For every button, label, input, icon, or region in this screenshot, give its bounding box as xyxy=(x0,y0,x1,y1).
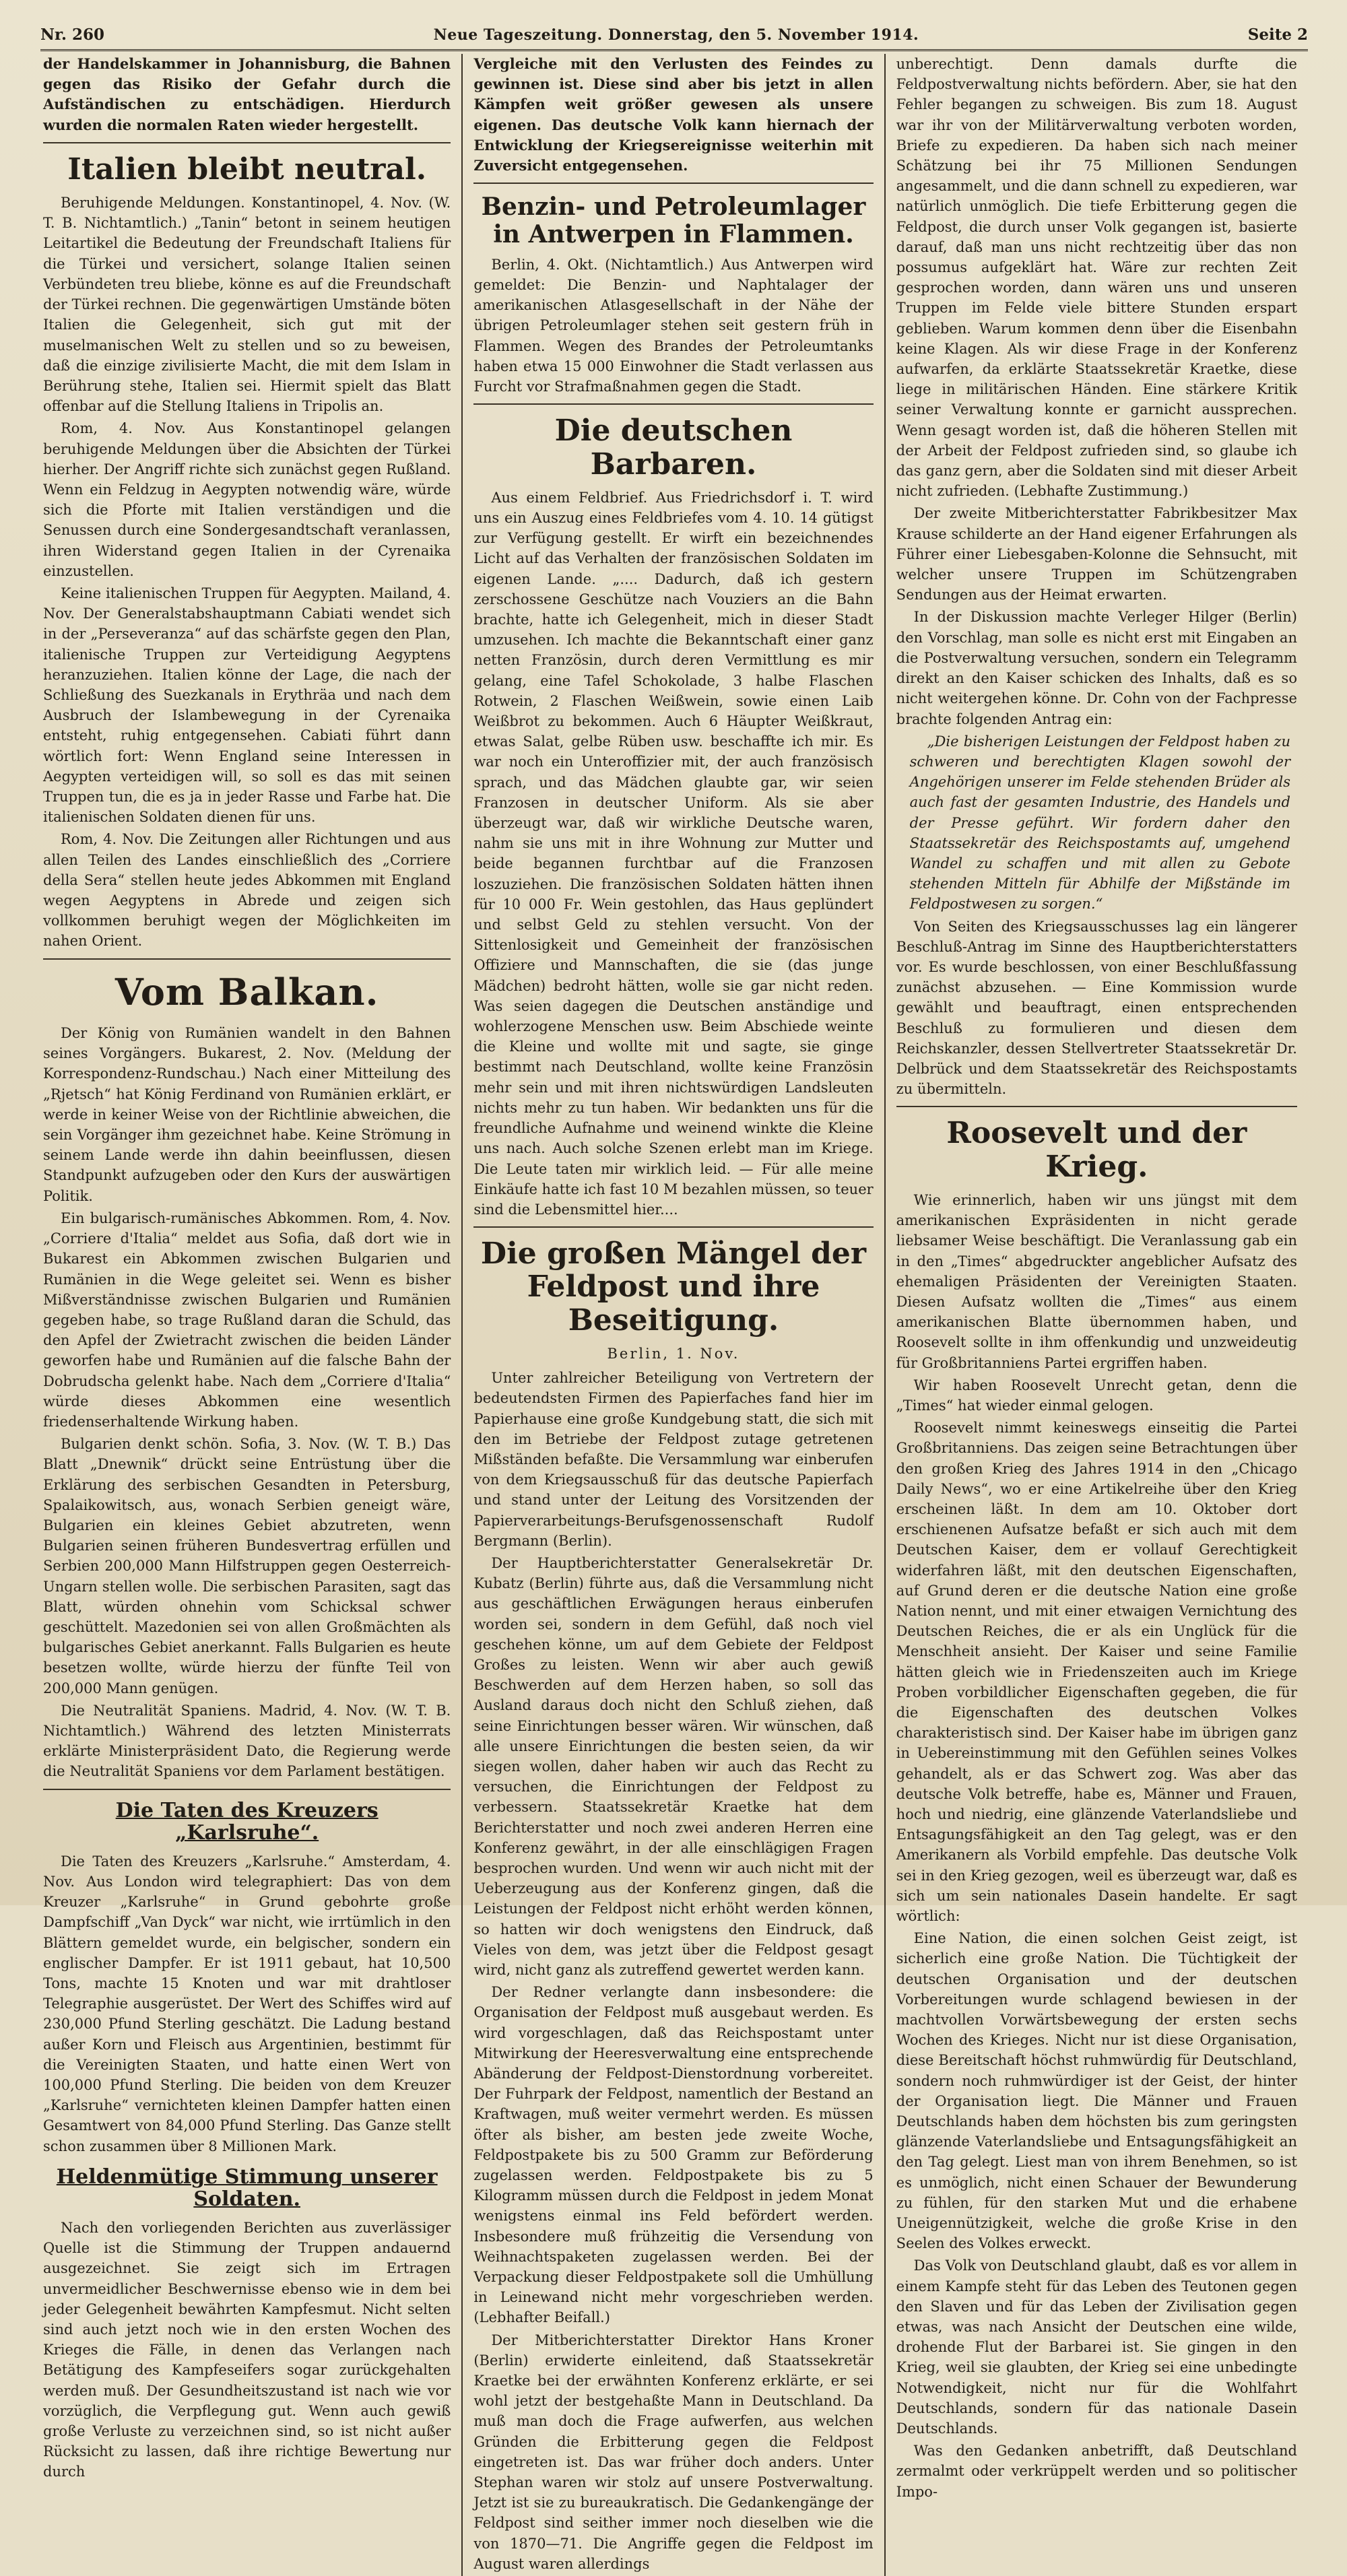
columns xyxy=(40,54,1308,2572)
headline-roosevelt: Roosevelt und der Krieg. xyxy=(946,1116,1247,1184)
headline-feldpost: Die großen Mängel der Feldpost und ihre Beseitigung. xyxy=(480,1236,867,1337)
divider xyxy=(43,1789,451,1790)
divider xyxy=(473,1226,873,1228)
paragraph: In der Diskussion machte Verleger Hilger (Berlin) den Vorschlag, man solle es nicht erst mit Eingaben an die Postverwaltung versuchen, sondern ein Telegramm direkt an den Kaiser schicken des Inhalts, daß es so nicht weitergehen könne. Dr. Cohn von der Fachpresse brachte folgenden Antrag ein: xyxy=(896,609,1297,727)
paragraph: Der zweite Mitberichterstatter Fabrikbesitzer Max Krause schilderte an der Hand eigener Erfahrungen als Führer einer Liebesgaben-Kolonne die Sehnsucht, mit welcher unsere Truppen im Schützengraben Sendungen aus der Heimat erwarten. xyxy=(896,505,1297,603)
paragraph: Der Redner verlangte dann insbesondere: die Organisation der Feldpost muß ausgebaut werden. Es wird vorgeschlagen, daß das Reichspostamt unter Mitwirkung der Heeresverwaltung eine entsprechende Abänderung der Feldpost-Dienstordnung vorbereitet. Der Fuhrpark der Feldpost, namentlich der Bestand an Kraftwagen, muß weiter vermehrt werden. Es müssen öfter als bisher, am besten jede zweite Woche, Feldpostpakete bis zu 500 Gramm zur Beförderung zugelassen werden. Feldpostpakete bis zu 5 Kilogramm müssen durch die Feldpost in jedem Monat wenigstens einmal ins Feld befördert werden. Insbesondere muß frühzeitig die Versendung von Weihnachtspaketen zugelassen werden. Bei der Verpackung dieser Feldpostpakete soll die Umhüllung in Leinewand nicht mehr vorgeschrieben werden. (Lebhafter Beifall.) xyxy=(473,1984,874,2326)
masthead xyxy=(40,26,1308,51)
paragraph: Unter zahlreicher Beteiligung von Vertretern der bedeutendsten Firmen des Papierfaches fand hier im Papierhause eine große Kundgebung statt, die sich mit den im Betriebe der Feldpost zutage getretenen Mißständen befaßte. Die Versammlung war einberufen von dem Kriegsausschuß für das deutsche Papierfach und stand unter der Leitung des Vorsitzenden der Papierverarbeitungs-Berufsgenossenschaft Rudolf Bergmann (Berlin). xyxy=(473,1370,874,1549)
divider xyxy=(473,183,873,184)
paragraph: Eine Nation, die einen solchen Geist zeigt, ist sicherlich eine große Nation. Die Tüchtigkeit der deutschen Organisation und der deutschen Vorbereitungen wurde schlagend bewiesen in der machtvollen Vorwärtsbewegung der ersten sechs Wochen des Krieges. Nicht nur ist diese Organisation, diese Bereitschaft höchst ruhmwürdig für Deutschland, sondern noch ruhmwürdiger ist der Geist, der hinter der Organisation liegt. Die Männer und Frauen Deutschlands haben dem höchsten bis zum geringsten glänzende Vaterlandsliebe und Entsagungsfähigkeit an den Tag gelegt. Liest man von ihrem Benehmen, so ist es unmöglich, nicht einen Schauer der Bewunderung zu fühlen, für den starken Mut und die erhabene Uneigennützigkeit, welche die große Krise in den Seelen des Volkes erweckt. xyxy=(896,1930,1297,2252)
paragraph: Von Seiten des Kriegsausschusses lag ein längerer Beschluß-Antrag im Sinne des Hauptberichterstatters vor. Es wurde beschlossen, von einer Beschlußfassung zunächst abzusehen. — Eine Kommission wurde gewählt und beauftragt, einen entsprechenden Beschluß zu formulieren und diesen dem Reichskanzler, dessen Stellvertreter Staatssekretär Dr. Delbrück und dem Staatssekretär des Reichspostamts zu übermitteln. xyxy=(896,918,1297,1098)
paragraph: Ein bulgarisch-rumänisches Abkommen. Rom, 4. Nov. „Corriere d'Italia“ meldet aus Sofia, daß dort wie in Bukarest ein Abkommen zwischen Bulgarien und Rumänien in die Wege geleitet sei. Wenn es bisher Mißverständnisse zwischen Bulgarien und Rumänien gegeben habe, so trage Rußland daran die Schuld, das den Apfel der Zwietracht zwischen die beiden Länder geworfen habe und Rumänien auf die falsche Bahn der Dobrudscha gelenkt habe. Nach dem „Corriere d'Italia“ würde dieses Abkommen eine wesentlich friedenserhaltende Wirkung haben. xyxy=(43,1210,451,1430)
headline-kreuzer: Die Taten des Kreuzers „Karlsruhe“. xyxy=(115,1798,379,1845)
paragraph: Die Taten des Kreuzers „Karlsruhe.“ Amsterdam, 4. Nov. Aus London wird telegraphiert: Das von dem Kreuzer „Karlsruhe“ in Grund gebohrte große Dampfschiff „Van Dyck“ war nicht, wie irrtümlich in den Blättern gemeldet wurde, ein belgischer, sondern ein englischer Dampfer. Er ist 1911 gebaut, hat 10,500 Tons, machte 15 Knoten und war mit drahtloser Telegraphie ausgerüstet. Der Wert des Schiffes wird auf 230,000 Pfund Sterling geschätzt. Die Ladung bestand außer Korn und Fleisch aus Argentinien, bestimmt für die Vereinigten Staaten, und hatte einen Wert von 100,000 Pfund Sterling. Die beiden von dem Kreuzer „Karlsruhe“ vernichteten kleinen Dampfer hatten einen Gesamtwert von 84,000 Pfund Sterling. Das Ganze stellt schon zusammen über 8 Millionen Mark. xyxy=(43,1853,451,2154)
paragraph: Berlin, 4. Okt. (Nichtamtlich.) Aus Antwerpen wird gemeldet: Die Benzin- und Naphtalager der amerikanischen Atlasgesellschaft in der Nähe der übrigen Petroleumlager stehen seit gestern früh in Flammen. Wegen des Brandes der Petroleumtanks haben etwa 15 000 Einwohner die Stadt verlassen aus Furcht vor Strafmaßnahmen gegen die Stadt. xyxy=(473,256,874,395)
divider xyxy=(43,142,451,143)
continued-text: Vergleiche mit den Verlusten des Feindes zu gewinnen ist. Diese sind aber bis jetzt in allen Kämpfen weit größer gewesen als unsere eigenen. Das deutsche Volk kann hiernach der Entwicklung der Kriegsereignisse weiterhin mit Zuversicht entgegensehen. xyxy=(473,55,874,174)
page-number: Seite 2 xyxy=(1247,26,1308,44)
headline-balkan: Vom Balkan. xyxy=(114,970,379,1014)
divider xyxy=(896,1106,1297,1107)
paragraph: Keine italienischen Truppen für Aegypten. Mailand, 4. Nov. Der Generalstabshauptmann Cabiati wendet sich in der „Perseveranza“ auf das schärfste gegen den Plan, italienische Truppen zur Verteidigung Aegyptens heranzuziehen. Italien könne der Lage, die nach der Schließung des Suezkanals in Erythräa und nach dem Ausbruch der Islambewegung in der Cyrenaika entsteht, ruhig entgegensehen. Cabiati führt dann wörtlich fort: Wenn England seine Interessen in Aegypten verteidigen will, so soll es das mit seinen Truppen tun, die es ja in jeder Rasse und Farbe hat. Die italienischen Soldaten dienen für uns. xyxy=(43,585,451,826)
paragraph: Wir haben Roosevelt Unrecht getan, denn die „Times“ hat wieder einmal gelogen. xyxy=(896,1377,1297,1414)
paragraph: Aus einem Feldbrief. Aus Friedrichsdorf i. T. wird uns ein Auszug eines Feldbriefes vom 4. 10. 14 gütigst zur Verfügung gestellt. Er wirft ein bezeichnendes Licht auf das Verhalten der französischen Soldaten im eigenen Lande. „.... Dadurch, daß ich gestern zerschossene Geschütze nach Vouziers an die Bahn brachte, hatte ich Gelegenheit, mich in dieser Stadt umzusehen. Ich machte die Bekanntschaft einer ganz netten Französin, durch deren Vermittlung es mir gelang, eine Tafel Schokolade, 3 halbe Flaschen Rotwein, 2 Flaschen Weißwein, sowie einen Laib Weißbrot zu bekommen. Auch 6 Häupter Weißkraut, etwas Salat, gelbe Rüben usw. beschaffte ich mir. Es war noch ein Unteroffizier mit, der auch französisch sprach, und das Mädchen glaubte gar, wir seien Franzosen in deutscher Uniform. Als sie aber überzeugt war, daß wir wirkliche Deutsche waren, nahm sie uns mit in ihre Wohnung zur Mutter und beide begannen furchtbar auf die Franzosen loszuziehen. Die französischen Soldaten hätten ihnen für 10 000 Fr. Wein gestohlen, das Haus geplündert und selbst Geld zu stehlen versucht. Von der Sittenlosigkeit und Gemeinheit der französischen Offiziere und Mannschaften, die sie (das junge Mädchen) bedroht hätten, wolle sie gar nicht reden. Was seien dagegen die Deutschen anständige und wohlerzogene Menschen usw. Beim Abschiede weinte die Kleine und wollte mit und sagte, sie ginge bestimmt nach Deutschland, wollte keine Französin mehr sein und mit ihren nichtswürdigen Landsleuten nichts mehr zu tun haben. Wir bedankten uns für die freundliche Aufnahme und weinend winkte die Kleine uns nach. Auch solche Szenen erlebt man im Kriege. Die Leute taten mir wirklich leid. — Für alle meine Einkäufe hatte ich fast 10 M bezahlen müssen, so teuer sind die Lebensmittel hier.... xyxy=(473,489,874,1218)
paragraph: Die Neutralität Spaniens. Madrid, 4. Nov. (W. T. B. Nichtamtlich.) Während des letzten Ministerrats erklärte Ministerpräsident Dato, die Regierung werde die Neutralität Spaniens vor dem Parlament bestätigen. xyxy=(43,1702,451,1780)
headline-barbaren: Die deutschen Barbaren. xyxy=(554,414,793,482)
column-2 xyxy=(463,54,885,2576)
column-1 xyxy=(40,54,463,2576)
paragraph: Das Volk von Deutschland glaubt, daß es vor allem in einem Kampfe steht für das Leben des Teutonen gegen den Slaven und für das Leben der Zivilisation gegen etwas, was nach Ansicht der Deutschen eine wilde, drohende Flut der Barbarei ist. Sie gingen in den Krieg, weil sie glaubten, der Krieg sei eine unbedingte Notwendigkeit, nicht nur für die Wohlfahrt Deutschlands, sondern für das nationale Dasein Deutschlands. xyxy=(896,2257,1297,2437)
headline-benzin: Benzin- und Petroleumlager in Antwerpen in Flammen. xyxy=(481,193,866,249)
paragraph: Bulgarien denkt schön. Sofia, 3. Nov. (W. T. B.) Das Blatt „Dnewnik“ drückt seine Entrüstung über die Erklärung des serbischen Gesandten in Petersburg, Spalaikowitsch, aus, wonach Serbien geneigt wäre, Bulgarien ein kleines Gebiet abzutreten, wenn Bulgarien seinen früheren Bundesvertrag erfüllen und Serbien 200,000 Mann Hilfstruppen gegen Oesterreich-Ungarn stellen wolle. Die serbischen Parasiten, sagt das Blatt, würden ohnehin vom Schicksal schwer geschüttelt. Mazedonien sei von allen Großmächten als bulgarisches Gebiet anerkannt. Falls Bulgarien es heute besetzen wollte, würde hierzu der fünfte Teil von 200,000 Mann genügen. xyxy=(43,1436,451,1696)
dateline: Berlin, 1. Nov. xyxy=(607,1345,740,1362)
paragraph: Der König von Rumänien wandelt in den Bahnen seines Vorgängers. Bukarest, 2. Nov. (Meldung der Korrespondenz-Rundschau.) Nach einer Mitteilung des „Rjetsch“ hat König Ferdinand von Rumänien erklärt, er werde in keiner Weise von der Richtlinie abweichen, die sein Vorgänger ihm gezeichnet habe. Keine Strömung in seinem Lande werde ihn dahin beeinflussen, diesen Standpunkt aufzugeben oder den Kurs der auswärtigen Politik. xyxy=(43,1025,451,1204)
paragraph: Was den Gedanken anbetrifft, daß Deutschland zermalmt oder verkrüppelt werden und so politischer Impo- xyxy=(896,2443,1297,2500)
quoted-motion: „Die bisherigen Leistungen der Feldpost haben zu schweren und berechtigten Klagen sowohl der Angehörigen unserer im Felde stehenden Brüder als auch fast der gesamten Industrie, des Handels und der Presse geführt. Wir fordern daher den Staatssekretär des Reichspostamts auf, umgehend Wandel zu schaffen und mit allen zu Gebote stehenden Mitteln für Abhilfe der Mißstände im Feldpostwesen zu sorgen.“ xyxy=(909,733,1290,913)
paragraph: Beruhigende Meldungen. Konstantinopel, 4. Nov. (W. T. B. Nichtamtlich.) „Tanin“ betont in seinem heutigen Leitartikel die Bedeutung der Freundschaft Italiens für die Türkei und versichert, solange Italien seinen Verbündeten treu bliebe, könne es auf die Freundschaft der Türkei rechnen. Die gegenwärtigen Umstände böten Italien die Gelegenheit, sich gut mit der muselmanischen Welt zu stellen und so zu beweisen, daß die einzige zivilisierte Macht, die mit dem Islam in Berührung stehe, Italien sei. Hiermit spielt das Blatt offenbar auf die Stellung Italiens in Tripolis an. xyxy=(43,195,451,415)
paragraph: Der Mitberichterstatter Direktor Hans Kroner (Berlin) erwiderte einleitend, daß Staatssekretär Kraetke bei der erwähnten Konferenz erklärte, er sei wohl jetzt der bestgehaßte Mann in Deutschland. Da muß man doch die Frage aufwerfen, aus welchen Gründen die Erbitterung gegen die Feldpost eingetreten ist. Das war früher doch anders. Unter Stephan waren wir stolz auf unsere Postverwaltung. Jetzt ist sie zu bureaukratisch. Die Gedankengänge der Feldpost sind seither immer noch dieselben wie die von 1870—71. Die Angriffe gegen die Feldpost im August waren allerdings xyxy=(473,2332,874,2572)
continued-text: unberechtigt. Denn damals durfte die Feldpostverwaltung nichts befördern. Aber, sie hat den Fehler begangen zu schweigen. Bis zum 18. August war ihr von der Militärverwaltung verboten worden, Briefe zu expedieren. Da haben sich nach meiner Schätzung bei ihr 75 Millionen Sendungen angesammelt, und die dann schnell zu expedieren, war natürlich unmöglich. Die tiefe Erbitterung gegen die Feldpost, die durch unser Volk gegangen ist, basierte darauf, daß man uns nicht rechtzeitig über das non possumus aufgeklärt hat. Wäre zur rechten Zeit gesprochen worden, dann wären uns und unseren Truppen im Felde viele bittere Stunden erspart geblieben. Warum kommen denn über die Eisenbahn keine Klagen. Als wir diese Frage in der Konferenz aufwarfen, da erklärte Staatssekretär Kraetke, diese liege in militärischen Händen. Eine stärkere Kritik seiner Verwaltung konnte er garnicht aussprechen. Wenn gesagt worden ist, daß die höheren Stellen mit der Arbeit der Feldpost zufrieden sind, so glaube ich das ganz gern, aber die Soldaten sind mit dieser Arbeit nicht zufrieden. (Lebhafte Zustimmung.) xyxy=(896,56,1297,500)
headline-italien: Italien bleibt neutral. xyxy=(67,152,427,187)
paragraph: Nach den vorliegenden Berichten aus zuverlässiger Quelle ist die Stimmung der Truppen andauernd ausgezeichnet. Sie zeigt sich im Ertragen unvermeidlicher Beschwernisse ebenso wie in dem bei jeder Gelegenheit bewährten Kampfesmut. Nicht selten sind auch jetzt noch wie in den ersten Wochen des Krieges die Fälle, in denen das Verlangen nach Betätigung des Kampfeseifers sogar zurückgehalten werden muß. Der Gesundheitszustand ist nach wie vor vorzüglich, die Verpflegung gut. Wenn auch gewiß große Verluste zu verzeichnen sind, so ist nicht außer Rücksicht zu lassen, daß ihre richtige Bewertung nur durch xyxy=(43,2220,451,2480)
column-3 xyxy=(886,54,1308,2576)
issue-number: Nr. 260 xyxy=(40,26,105,44)
headline-stimmung: Heldenmütige Stimmung unserer Soldaten. xyxy=(56,2165,438,2212)
paragraph: Wie erinnerlich, haben wir uns jüngst mit dem amerikanischen Expräsidenten in nicht gerade liebsamer Weise beschäftigt. Die Veranlassung gab ein in den „Times“ abgedruckter angeblicher Aufsatz des ehemaligen Präsidenten der Vereinigten Staaten. Diesen Aufsatz wollten die „Times“ aus einem amerikanischen Blatte übernommen haben, und Roosevelt sollte in ihm offenkundig und unzweideutig für Großbritanniens Partei ergriffen haben. xyxy=(896,1191,1297,1371)
paper-date-line: Neue Tageszeitung. Donnerstag, den 5. November 1914. xyxy=(433,26,919,44)
divider xyxy=(43,958,451,960)
paragraph: Rom, 4. Nov. Die Zeitungen aller Richtungen und aus allen Teilen des Landes einschließlich des „Corriere della Sera“ stellen heute jedes Abkommen mit England wegen Aegyptens in Abrede und zeigen sich vollkommen beruhigt wegen der Möglichkeiten im nahen Orient. xyxy=(43,831,451,950)
paragraph: Der Hauptberichterstatter Generalsekretär Dr. Kubatz (Berlin) führte aus, daß die Versammlung nicht aus geschäftlichen Erwägungen heraus einberufen worden sei, sondern in dem Gefühl, daß noch viel geschehen könne, um auf dem Gebiete der Feldpost Großes zu leisten. Wenn wir aber auch gewiß Beschwerden auf dem Herzen haben, so soll das Ausland daraus doch nicht den Schluß ziehen, daß seine Einrichtungen besser wären. Wir wünschen, daß alle unsere Einrichtungen die besten seien, da wir siegen wollen, daher haben wir auch das Recht zu versuchen, die Einrichtungen der Feldpost zu verbessern. Staatssekretär Kraetke hat dem Berichterstatter und noch zwei anderen Herren eine Konferenz gewährt, in der alle einschlägigen Fragen besprochen wurden. Und wenn wir auch nicht mit der Ueberzeugung aus der Konferenz gingen, daß die Leistungen der Feldpost nicht erhöht werden können, so hatten wir doch wenigstens den Eindruck, daß Vieles von dem, was jetzt über die Feldpost gesagt wird, nicht ganz als zutreffend gewertet werden kann. xyxy=(473,1554,874,1978)
paragraph: Roosevelt nimmt keineswegs einseitig die Partei Großbritanniens. Das zeigen seine Betrachtungen über den großen Krieg des Jahres 1914 in den „Chicago Daily News“, wo er eine Artikelreihe über den Krieg erscheinen läßt. In dem am 10. Oktober dort erschienenen Aufsatze befaßt er sich auch mit dem Deutschen Kaiser, dem er vollauf Gerechtigkeit widerfahren läßt, mit den deutschen Eigenschaften, auf Grund deren er die deutsche Nation eine große Nation nennt, und mit einer etwaigen Vernichtung des Deutschen Reiches, die er als ein Unglück für die Menschheit ansieht. Der Kaiser und seine Familie hätten gleich wie in Friedenszeiten auch im Kriege Proben vorbildlicher Eigenschaften gegeben, die für die Eigenschaften des deutschen Volkes charakteristisch sind. Der Kaiser habe im übrigen ganz in Uebereinstimmung mit den Gefühlen seines Volkes gehandelt, als er das Schwert zog. Was aber das deutsche Volk betreffe, habe es, Männer und Frauen, hoch und niedrig, eine glänzende Vaterlandsliebe und Entsagungsfähigkeit an den Tag gelegt, was er den Amerikanern als Vorbild empfehle. Das deutsche Volk sei in den Krieg gezogen, weil es überzeugt war, daß es sich um sein nationales Dasein handelte. Er sagt wörtlich: xyxy=(896,1420,1297,1924)
divider xyxy=(473,403,873,405)
continued-text: der Handelskammer in Johannisburg, die Bahnen gegen das Risiko der Gefahr durch die Aufständischen zu entschädigen. Hierdurch wurden die normalen Raten wieder hergestellt. xyxy=(43,55,451,133)
paragraph: Rom, 4. Nov. Aus Konstantinopel gelangen beruhigende Meldungen über die Absichten der Türkei hierher. Der Angriff richte sich zunächst gegen Rußland. Wenn ein Feldzug in Aegypten notwendig wäre, würde sich die Pforte mit Italien verständigen und die Senussen durch eine Sondergesandtschaft veranlassen, ihren Widerstand gegen Italien in der Cyrenaika einzustellen. xyxy=(43,420,451,579)
